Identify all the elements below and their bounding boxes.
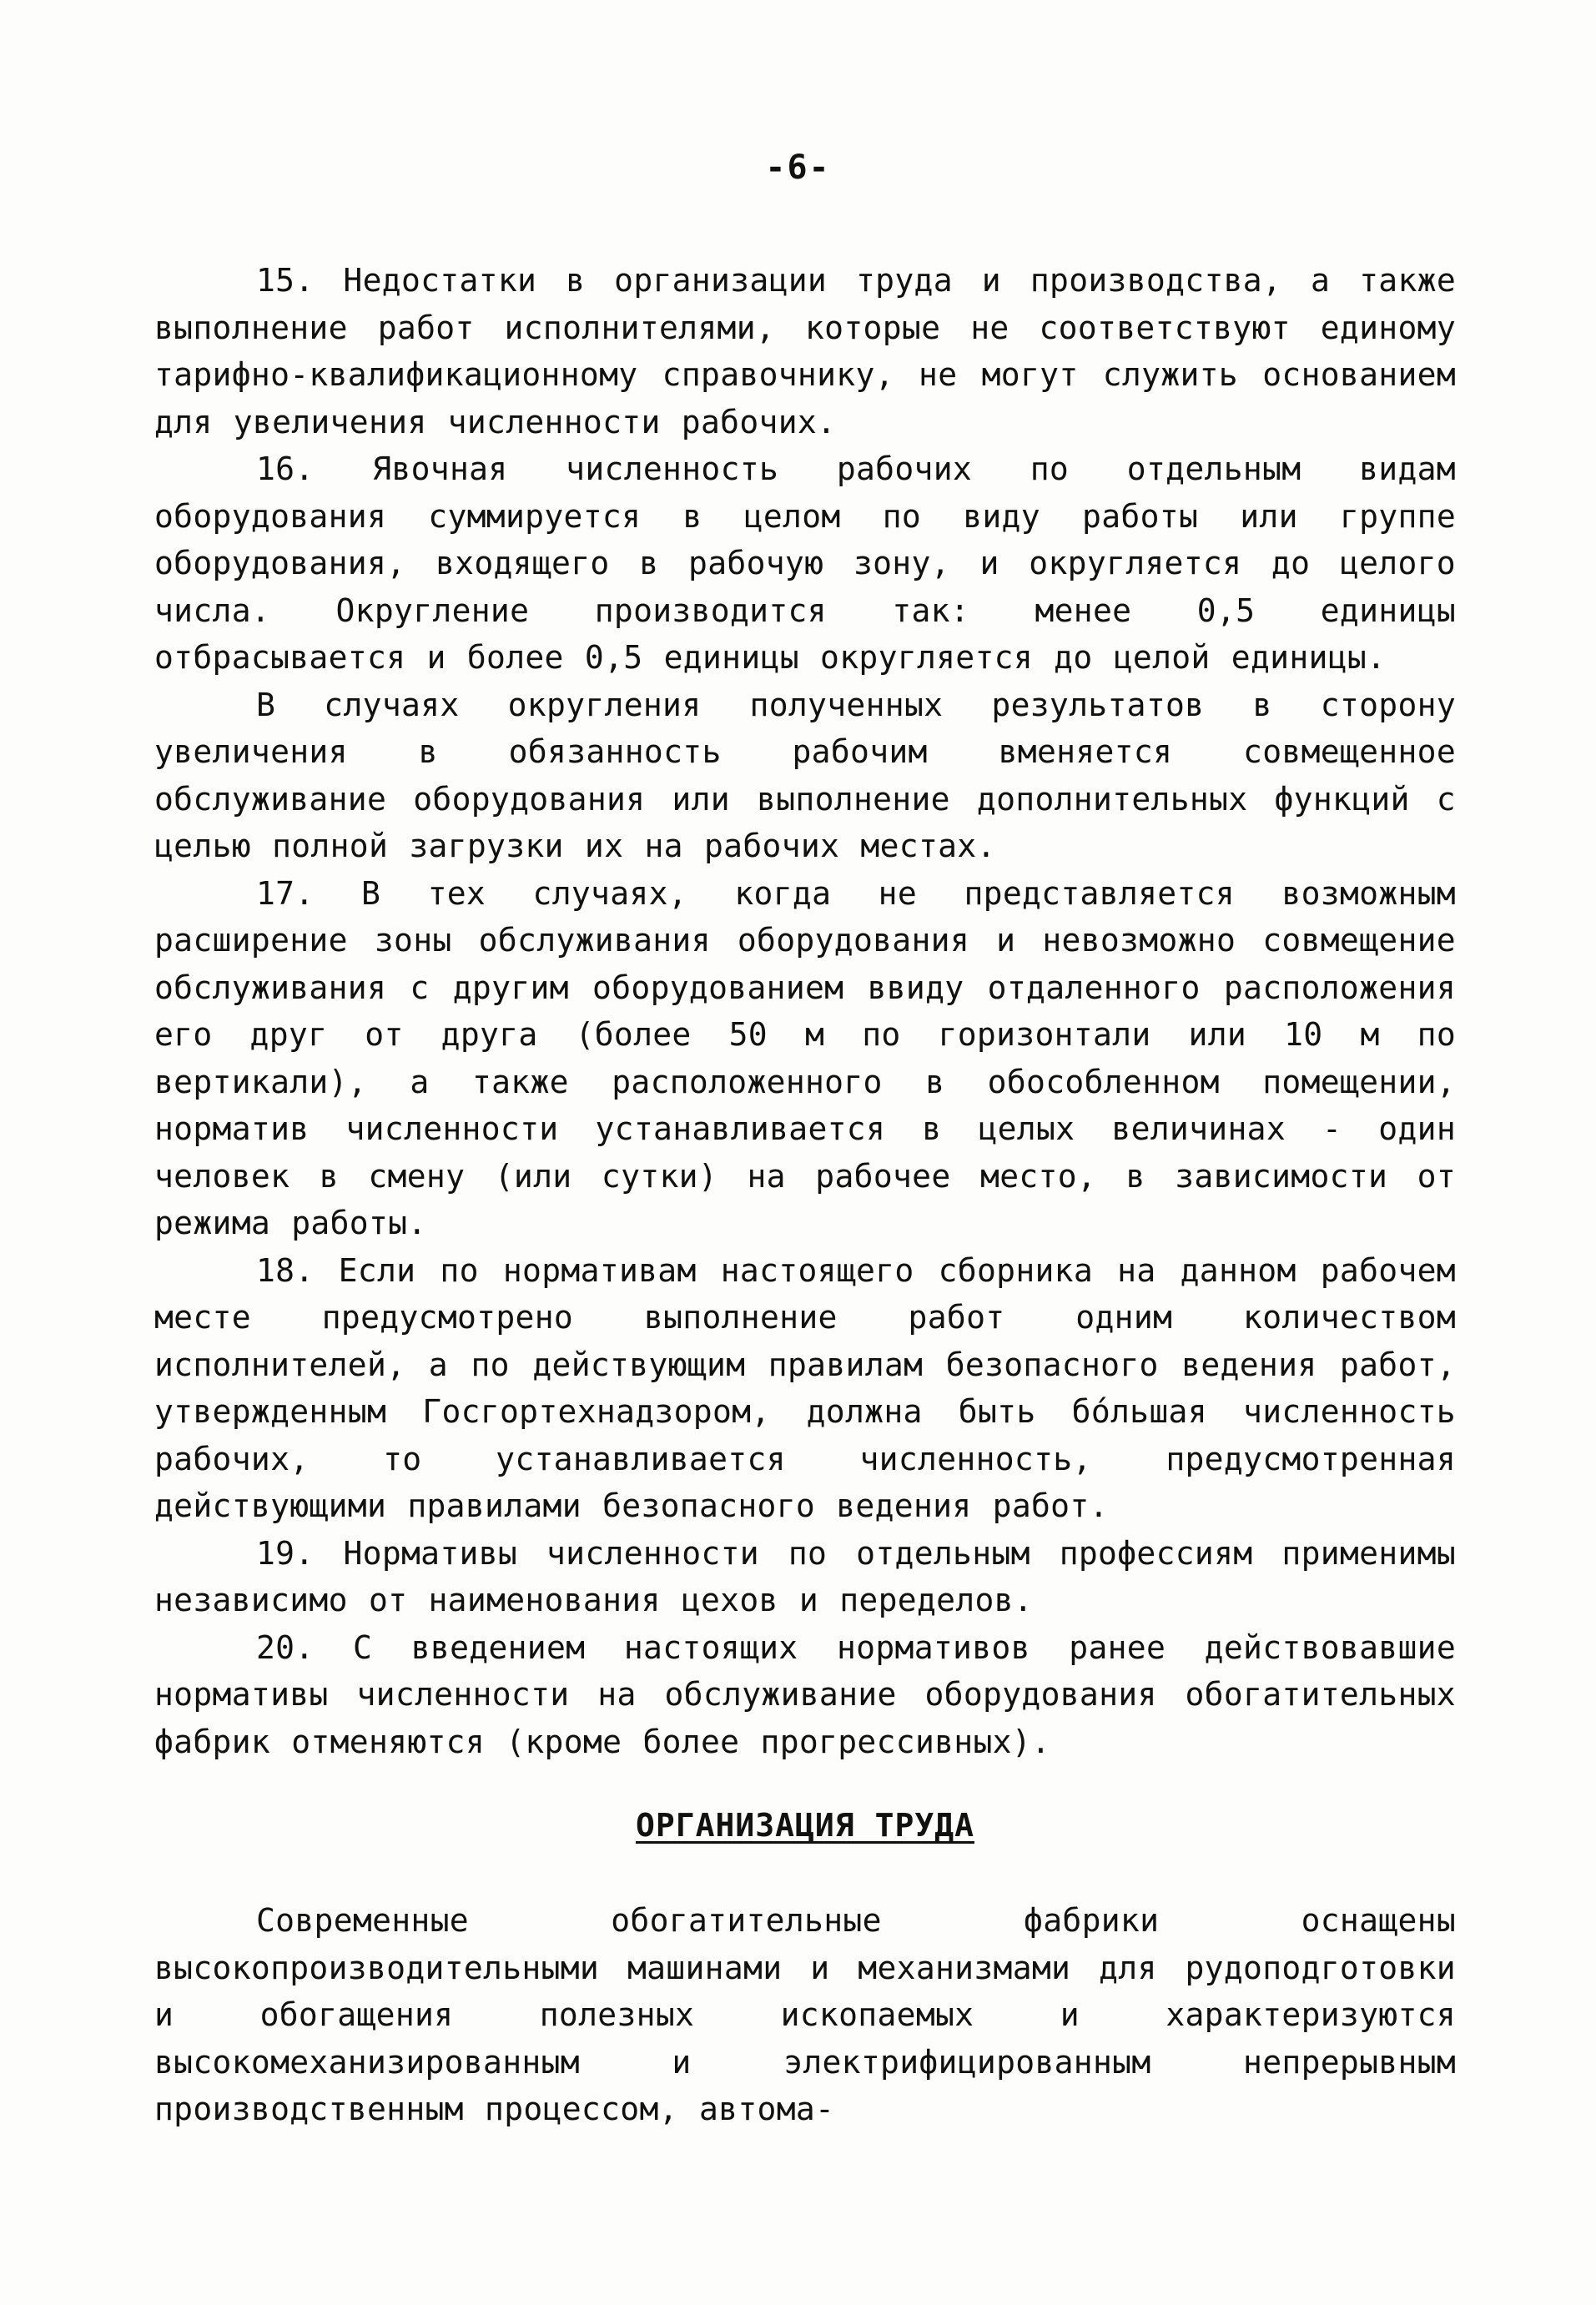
- paragraph-18: 18. Если по нормативам настоящего сборника на данном рабочем месте предусмотрено выполнение работ одним количеством исполнителей, а по действующим правилам безопасного ведения работ, утвержденным Госгортехнадзором, должна быть бо́льшая численность рабочих, то устанавливается численность, предусмотренная действующими правилами безопасного ведения работ.: [154, 1251, 1456, 1524]
- paragraph-15: 15. Недостатки в организации труда и производства, а также выполнение работ исполнителями, которые не соответствуют единому тарифно-квалификационному справочнику, не могут служить основанием для увеличения численности рабочих.: [154, 262, 1456, 440]
- paragraph-organization-intro: Современные обогатительные фабрики оснащены высокопроизводительными машинами и механизмами для рудоподготовки и обогащения полезных ископаемых и характеризуются высокомеханизированным и электрифицированным непрерывным производственным процессом, автома-: [154, 1902, 1456, 2127]
- page-number: -6-: [765, 148, 831, 187]
- paragraph-16-rounding-cases: В случаях округления полученных результатов в сторону увеличения в обязанность рабочим вменяется совмещенное обслуживание оборудования или выполнение дополнительных функций с целью полной загрузки их на рабочих местах.: [154, 686, 1456, 864]
- paragraph-20: 20. С введением настоящих нормативов ранее действовавшие нормативы численности на обслуживание оборудования обогатительных фабрик отменяются (кроме более прогрессивных).: [154, 1628, 1456, 1760]
- paragraph-16: 16. Явочная численность рабочих по отдельным видам оборудования суммируется в целом по виду работы или группе оборудования, входящего в рабочую зону, и округляется до целого числа. Округление производится так: менее 0,5 единицы отбрасывается и более 0,5 единицы округляется до целой единицы.: [154, 450, 1456, 676]
- section-heading: ОРГАНИЗАЦИЯ ТРУДА: [636, 1807, 974, 1844]
- document-body: [154, 257, 1456, 2133]
- paragraph-19: 19. Нормативы численности по отдельным профессиям применимы независимо от наименования цехов и переделов.: [154, 1534, 1456, 1618]
- paragraph-17: 17. В тех случаях, когда не представляется возможным расширение зоны обслуживания оборудования и невозможно совмещение обслуживания с другим оборудованием ввиду отдаленного расположения его друг от друга (более 50 м по горизонтали или 10 м по вертикали), а также расположенного в обособленном помещении, норматив численности устанавливается в целых величинах - один человек в смену (или сутки) на рабочее место, в зависимости от режима работы.: [154, 874, 1456, 1241]
